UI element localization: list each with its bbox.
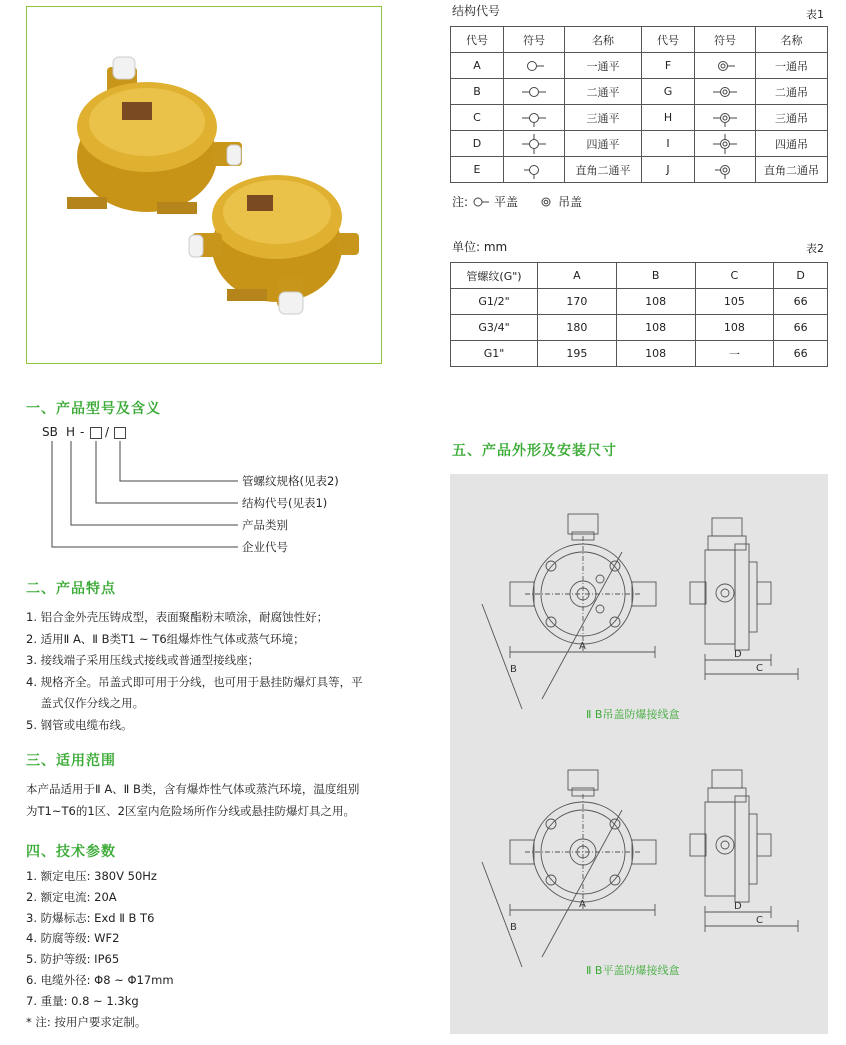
- table1-note: [452, 193, 582, 210]
- table-row: [451, 53, 828, 79]
- cell: 108: [616, 289, 695, 315]
- cell: 108: [616, 341, 695, 367]
- header-symbol-2: 符号: [695, 27, 756, 53]
- dim-b-label: B: [510, 664, 517, 675]
- cell: 170: [538, 289, 617, 315]
- param-label: 3. 防爆标志:: [26, 910, 91, 925]
- param-value: 0.8 ~ 1.3kg: [71, 993, 139, 1008]
- flat-two-way-icon: [504, 79, 565, 105]
- drawing-panel: [450, 474, 828, 1034]
- scope-text: [26, 778, 359, 822]
- list-item: 4. 规格齐全。吊盖式即可用于分线，也可用于悬挂防爆灯具等，平: [26, 674, 363, 689]
- section2-title: 二、产品特点: [26, 581, 116, 597]
- tech-params: [26, 866, 174, 1032]
- section5-title: 五、产品外形及安装尺寸: [452, 443, 617, 459]
- note-flat-label: 平盖: [494, 195, 519, 209]
- custom-note: * 注: 按用户要求定制。: [26, 1014, 147, 1029]
- param-row: [26, 866, 174, 887]
- param-row: [26, 949, 174, 970]
- header-code: 代号: [451, 27, 504, 53]
- front-view-flat: [482, 770, 656, 967]
- model-slash: /: [105, 425, 110, 439]
- name-cell: 直角二通平: [565, 157, 642, 183]
- param-row: [26, 928, 174, 949]
- header-thread: 管螺纹(G"): [451, 263, 538, 289]
- section3-title: 三、适用范围: [26, 753, 116, 769]
- hang-cover-icon: [540, 197, 554, 207]
- param-label: 4. 防腐等级:: [26, 931, 91, 946]
- dim-c-label: C: [756, 663, 763, 674]
- header-b: B: [616, 263, 695, 289]
- cell: G1": [451, 341, 538, 367]
- cell: 66: [774, 289, 828, 315]
- param-row: [26, 887, 174, 908]
- list-item: 5. 钢管或电缆布线。: [26, 717, 133, 732]
- hang-angle-two-way-icon: [695, 157, 756, 183]
- label-product-category: 产品类别: [242, 518, 288, 532]
- param-value: 20A: [94, 889, 117, 904]
- table-header-row: [451, 27, 828, 53]
- name-cell: 直角二通吊: [756, 157, 828, 183]
- param-label: 1. 额定电压:: [26, 869, 91, 883]
- param-label: 6. 电缆外径:: [26, 972, 91, 987]
- param-value: IP65: [94, 952, 120, 967]
- flat-four-way-icon: [504, 131, 565, 157]
- flat-three-way-icon: [504, 105, 565, 131]
- code-cell: F: [642, 53, 695, 79]
- scope-line: 为T1~T6的1区、2区室内危险场所作分线或悬挂防爆灯具之用。: [26, 804, 355, 818]
- table1-title: 结构代号: [452, 4, 501, 18]
- list-item: 2. 适用Ⅱ A、Ⅱ B类T1 ~ T6组爆炸性气体或蒸气环境；: [26, 631, 305, 646]
- hang-four-way-icon: [695, 131, 756, 157]
- param-value: Exd Ⅱ B T6: [94, 910, 155, 925]
- section4-title: 四、技术参数: [26, 844, 116, 860]
- name-cell: 二通吊: [756, 79, 828, 105]
- flat-one-way-icon: [504, 53, 565, 79]
- model-h: H: [66, 425, 76, 439]
- side-view-flat: [690, 770, 798, 932]
- label-thread-spec: 管螺纹规格(见表2): [242, 474, 339, 488]
- section1-title: 一、产品型号及含义: [26, 401, 161, 417]
- note-hang-label: 吊盖: [558, 195, 583, 209]
- cell: G3/4": [451, 315, 538, 341]
- param-value: WF2: [94, 931, 120, 946]
- technical-drawing: [450, 474, 828, 1034]
- dim-b-label-2: B: [510, 922, 517, 933]
- label-enterprise-code: 企业代号: [242, 540, 288, 554]
- table1-tag: 表1: [806, 8, 824, 21]
- cell: 66: [774, 315, 828, 341]
- table-row: [451, 289, 828, 315]
- hang-two-way-icon: [695, 79, 756, 105]
- header-name: 名称: [565, 27, 642, 53]
- cell: 108: [616, 315, 695, 341]
- code-cell: J: [642, 157, 695, 183]
- junction-box-photo: [27, 7, 381, 363]
- name-cell: 四通吊: [756, 131, 828, 157]
- header-code-2: 代号: [642, 27, 695, 53]
- model-diagram: [42, 425, 382, 555]
- flat-angle-two-way-icon: [504, 157, 565, 183]
- dim-a-label: A: [579, 641, 586, 652]
- model-leader-lines: [42, 425, 382, 555]
- cell: 195: [538, 341, 617, 367]
- side-view-hang: [690, 518, 798, 680]
- name-cell: 四通平: [565, 131, 642, 157]
- name-cell: 一通吊: [756, 53, 828, 79]
- hang-one-way-icon: [695, 53, 756, 79]
- param-label: 7. 重量:: [26, 993, 68, 1008]
- scope-line: 本产品适用于Ⅱ A、Ⅱ B类，含有爆炸性气体或蒸汽环境，温度组别: [26, 782, 360, 796]
- table-row: [451, 315, 828, 341]
- caption-hang-cover: Ⅱ B吊盖防爆接线盒: [586, 708, 680, 721]
- front-view-hang: [482, 514, 656, 709]
- cell: 105: [695, 289, 774, 315]
- cell: G1/2": [451, 289, 538, 315]
- cell: 66: [774, 341, 828, 367]
- list-item: 盖式仅作分线之用。: [26, 696, 145, 710]
- product-photo: [26, 6, 382, 364]
- table-row: [451, 79, 828, 105]
- table-row: [451, 157, 828, 183]
- name-cell: 三通吊: [756, 105, 828, 131]
- code-cell: C: [451, 105, 504, 131]
- hang-three-way-icon: [695, 105, 756, 131]
- param-value: Φ8 ~ Φ17mm: [94, 972, 174, 987]
- name-cell: 三通平: [565, 105, 642, 131]
- features-list: [26, 607, 363, 736]
- code-cell: H: [642, 105, 695, 131]
- code-cell: A: [451, 53, 504, 79]
- table2-unit: 单位: mm: [452, 240, 508, 254]
- flat-cover-icon: [472, 197, 490, 207]
- code-cell: E: [451, 157, 504, 183]
- structure-code-table: [450, 26, 828, 183]
- note-prefix: 注:: [452, 195, 469, 209]
- model-dash: -: [80, 425, 85, 439]
- list-item: 1. 铝合金外壳压铸成型，表面聚酯粉末喷涂，耐腐蚀性好；: [26, 610, 329, 624]
- table2-tag: 表2: [806, 242, 824, 255]
- list-item: 3. 接线端子采用压线式接线或普通型接线座；: [26, 653, 260, 667]
- param-row: [26, 991, 174, 1012]
- cell: 108: [695, 315, 774, 341]
- table-header-row: [451, 263, 828, 289]
- header-symbol: 符号: [504, 27, 565, 53]
- dimension-table: [450, 262, 828, 367]
- code-cell: D: [451, 131, 504, 157]
- cell: 180: [538, 315, 617, 341]
- param-label: 2. 额定电流:: [26, 889, 91, 904]
- table-row: [451, 105, 828, 131]
- header-name-2: 名称: [756, 27, 828, 53]
- code-cell: B: [451, 79, 504, 105]
- name-cell: 一通平: [565, 53, 642, 79]
- table-row: [451, 341, 828, 367]
- header-d: D: [774, 263, 828, 289]
- param-row: [26, 908, 174, 929]
- dim-a-label-2: A: [579, 899, 586, 910]
- table-row: [451, 131, 828, 157]
- cell: 一: [695, 341, 774, 367]
- param-row: [26, 970, 174, 991]
- code-cell: I: [642, 131, 695, 157]
- param-label: 5. 防护等级:: [26, 952, 91, 967]
- dim-c-label-2: C: [756, 915, 763, 926]
- dim-d-label: D: [734, 649, 742, 660]
- caption-flat-cover: Ⅱ B平盖防爆接线盒: [586, 964, 680, 977]
- name-cell: 二通平: [565, 79, 642, 105]
- code-cell: G: [642, 79, 695, 105]
- dim-d-label-2: D: [734, 901, 742, 912]
- param-value: 380V 50Hz: [94, 869, 157, 883]
- header-c: C: [695, 263, 774, 289]
- label-structure-code: 结构代号(见表1): [242, 496, 328, 510]
- header-a: A: [538, 263, 617, 289]
- model-sb: SB: [42, 425, 58, 439]
